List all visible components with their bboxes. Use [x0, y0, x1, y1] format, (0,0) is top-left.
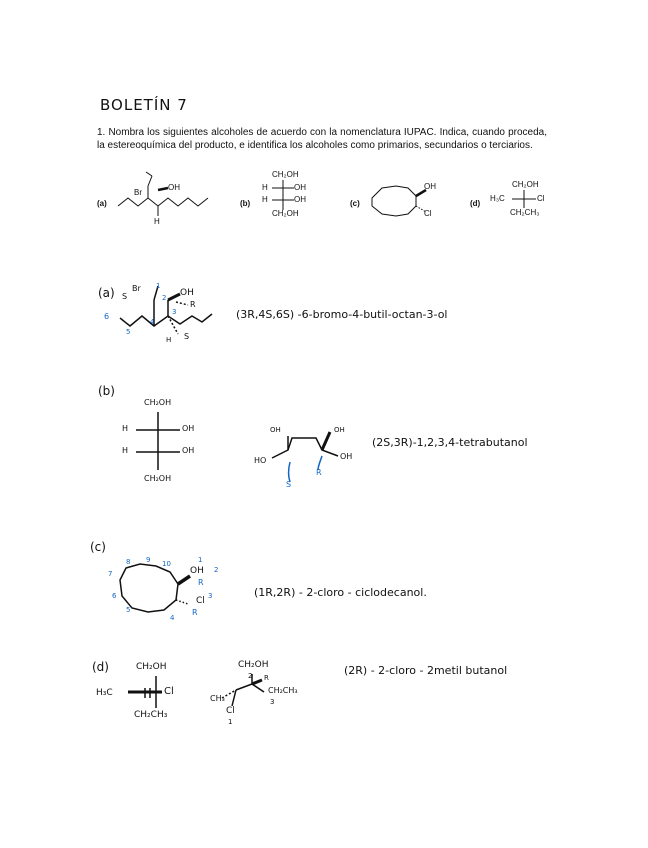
printed-a-label: (a)	[97, 199, 107, 208]
printed-a-skeleton	[118, 172, 208, 216]
answer-b-h2: H	[122, 446, 129, 455]
answer-c-r2: R	[192, 608, 198, 617]
printed-c-ring	[372, 186, 426, 216]
answer-b-zigzag	[272, 432, 338, 482]
answer-d-label: (d)	[92, 660, 109, 674]
printed-d-left: H₃C	[490, 194, 505, 203]
printed-b-h1: H	[262, 183, 268, 192]
answer-c-num-7: 7	[108, 570, 113, 578]
answer-a-h: H	[166, 336, 172, 344]
answer-a-num-6: 6	[104, 312, 110, 321]
printed-b-top: CH₂OH	[272, 170, 299, 179]
printed-c-cl: Cl	[424, 209, 432, 218]
page-title: BOLETÍN 7	[100, 96, 188, 114]
answer-b-fischer	[136, 412, 180, 470]
answer-c-num-1: 1	[198, 556, 203, 564]
answer-d-left2: CH₃	[210, 694, 225, 703]
answer-d-zigzag	[222, 674, 264, 706]
answer-d-right2: CH₂CH₃	[268, 686, 298, 695]
printed-a-oh: OH	[168, 183, 180, 192]
answer-a-r: R	[190, 300, 196, 309]
answer-b-top: CH₂OH	[144, 398, 172, 407]
answer-a-num-3: 3	[172, 308, 177, 316]
answer-c-num-2: 2	[214, 566, 219, 574]
printed-b-label: (b)	[240, 199, 251, 208]
answer-c-name: (1R,2R) - 2-cloro - ciclodecanol.	[254, 586, 427, 599]
answer-b-oh-left: OH	[270, 426, 281, 434]
answer-c-num-10: 10	[162, 560, 171, 568]
answer-b-r: R	[316, 468, 322, 477]
answer-a-br: Br	[132, 284, 141, 293]
answer-d-bottom: CH₂CH₃	[134, 710, 168, 720]
printed-b-fischer	[272, 180, 294, 210]
printed-d-top: CH₂OH	[512, 180, 539, 189]
answer-d-num-2: 2	[248, 672, 253, 680]
answer-c-num-5: 5	[126, 606, 131, 614]
answer-d-num-3: 3	[270, 698, 275, 706]
answer-b-label: (b)	[98, 384, 115, 398]
answer-a-num-1: 1	[156, 282, 161, 290]
answer-d-top: CH₂OH	[136, 662, 167, 672]
answer-b-s: S	[286, 480, 292, 489]
answer-c-oh: OH	[190, 566, 204, 576]
printed-c-label: (c)	[350, 199, 360, 208]
answer-d-cl2: Cl	[226, 706, 235, 716]
answer-a-oh: OH	[180, 288, 194, 298]
answer-c-num-4: 4	[170, 614, 175, 622]
printed-c-oh: OH	[424, 182, 436, 191]
answer-b-ho: HO	[254, 456, 267, 465]
answer-a-num-2: 2	[162, 294, 167, 302]
question-text: 1. Nombra los siguientes alcoholes de acuerdo con la nomenclatura IUPAC. Indica, cuando proceda, la estereoquímica del producto, e identifica los alcoholes como primarios, secundarios o terciarios.	[97, 127, 547, 151]
answer-d-top2: CH₂OH	[238, 660, 269, 670]
answer-a-name: (3R,4S,6S) -6-bromo-4-butil-octan-3-ol	[236, 308, 448, 321]
answer-b-name: (2S,3R)-1,2,3,4-tetrabutanol	[372, 436, 528, 449]
answer-b-oh2: OH	[182, 446, 195, 455]
printed-b-oh1: OH	[294, 183, 306, 192]
printed-d-fischer	[512, 190, 536, 208]
answer-a-s1: S	[122, 292, 128, 301]
printed-d-label: (d)	[470, 199, 481, 208]
answer-b-h1: H	[122, 424, 129, 433]
printed-a-h: H	[154, 217, 160, 226]
answer-c-label: (c)	[90, 540, 106, 554]
printed-b-oh2: OH	[294, 195, 306, 204]
answer-b-oh1: OH	[182, 424, 195, 433]
answer-b-bottom: CH₂OH	[144, 474, 172, 483]
printed-d-right: Cl	[537, 194, 545, 203]
answer-c-cl: Cl	[196, 596, 205, 606]
printed-a-br: Br	[134, 188, 142, 197]
printed-d-bottom: CH₂CH₃	[510, 208, 540, 217]
answer-a-s2: S	[184, 332, 190, 341]
answer-d-r: R	[264, 674, 269, 682]
answer-c-num-3: 3	[208, 592, 213, 600]
answer-d-num-1: 1	[228, 718, 233, 726]
answer-a-num-4: 4	[150, 318, 155, 326]
answer-a-num-5: 5	[126, 328, 131, 336]
answer-b-oh-bottom: OH	[340, 452, 353, 461]
answer-c-num-8: 8	[126, 558, 131, 566]
answer-d-right: Cl	[164, 686, 174, 697]
answer-d-left: H₃C	[96, 688, 113, 698]
answer-c-ring	[120, 564, 190, 612]
answer-c-num-9: 9	[146, 556, 151, 564]
answer-d-fischer	[128, 676, 162, 708]
answer-c-num-6: 6	[112, 592, 117, 600]
answer-b-oh-right: OH	[334, 426, 345, 434]
answer-d-name: (2R) - 2-cloro - 2metil butanol	[344, 664, 508, 677]
printed-b-h2: H	[262, 195, 268, 204]
answer-c-r1: R	[198, 578, 204, 587]
printed-b-bottom: CH₂OH	[272, 209, 299, 218]
answer-a-label: (a)	[98, 286, 115, 300]
